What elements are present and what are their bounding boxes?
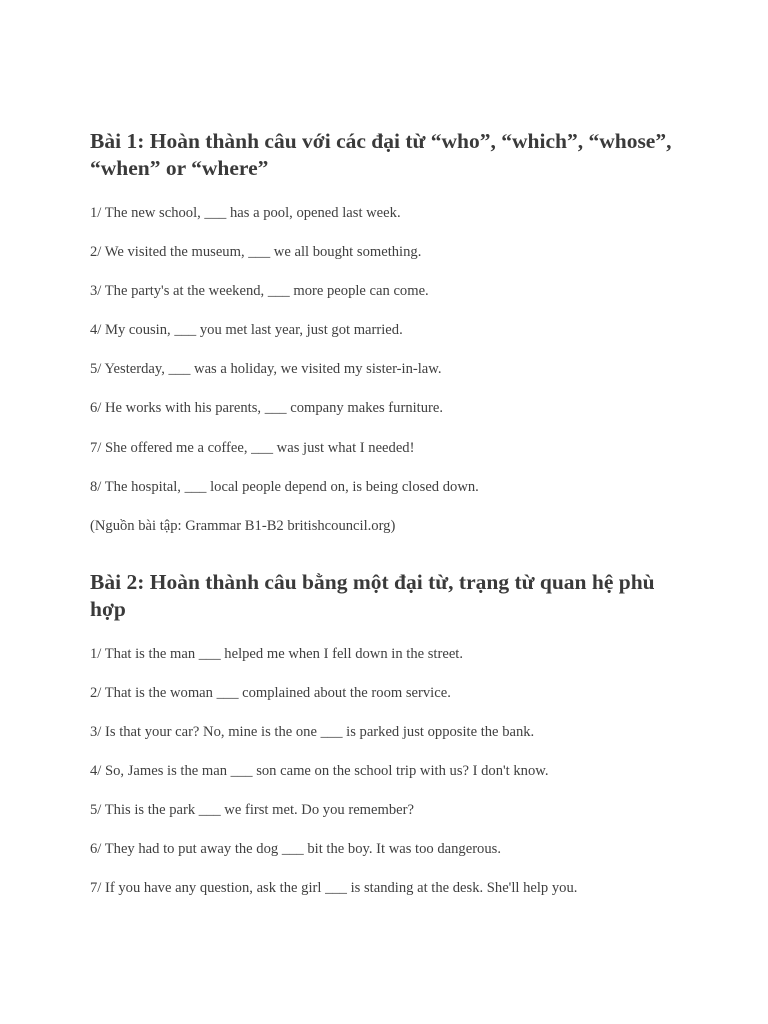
exercise-1-source: (Nguồn bài tập: Grammar B1-B2 britishcouncil.org) <box>90 518 396 534</box>
exercise-2-item-1: 1/ That is the man ___ helped me when I fell down in the street. <box>90 646 463 662</box>
exercise-1-item-8: 8/ The hospital, ___ local people depend on, is being closed down. <box>90 479 479 495</box>
exercise-1-title: Bài 1: Hoàn thành câu với các đại từ “who”, “which”, “whose”, “when” or “where” <box>90 129 672 180</box>
exercise-2-item-4: 4/ So, James is the man ___ son came on the school trip with us? I don't know. <box>90 763 549 779</box>
exercise-2-title: Bài 2: Hoàn thành câu bằng một đại từ, trạng từ quan hệ phù hợp <box>90 570 655 621</box>
exercise-2-item-3: 3/ Is that your car? No, mine is the one ___ is parked just opposite the bank. <box>90 724 535 740</box>
exercise-1-item-3: 3/ The party's at the weekend, ___ more people can come. <box>90 283 429 299</box>
exercise-1-item-2: 2/ We visited the museum, ___ we all bought something. <box>90 244 422 260</box>
exercise-1-item-1: 1/ The new school, ___ has a pool, opened last week. <box>90 205 401 221</box>
exercise-1-item-6: 6/ He works with his parents, ___ company makes furniture. <box>90 400 444 416</box>
exercise-1-item-7: 7/ She offered me a coffee, ___ was just what I needed! <box>90 440 415 456</box>
exercise-2-item-6: 6/ They had to put away the dog ___ bit the boy. It was too dangerous. <box>90 841 501 857</box>
exercise-2-item-7: 7/ If you have any question, ask the girl ___ is standing at the desk. She'll help you. <box>90 880 578 896</box>
exercise-1-item-4: 4/ My cousin, ___ you met last year, just got married. <box>90 322 403 338</box>
exercise-2-item-5: 5/ This is the park ___ we first met. Do you remember? <box>90 802 414 818</box>
exercise-1-item-5: 5/ Yesterday, ___ was a holiday, we visited my sister-in-law. <box>90 361 442 377</box>
exercise-2-item-2: 2/ That is the woman ___ complained about the room service. <box>90 685 451 701</box>
